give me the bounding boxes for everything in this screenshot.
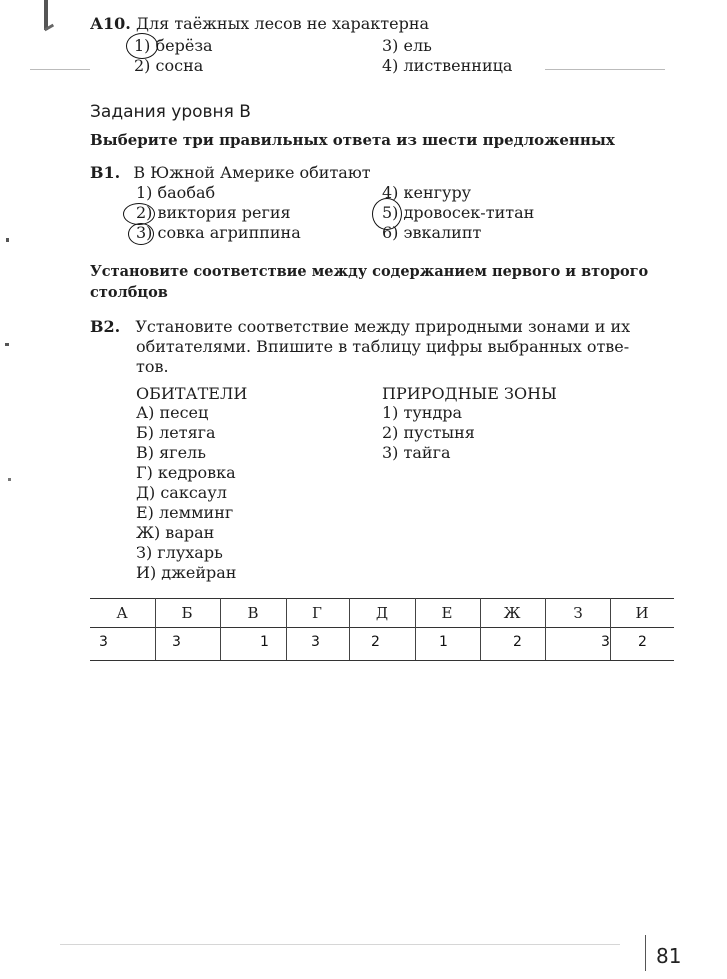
a10-answer-circle — [126, 33, 158, 59]
section-title: Задания уровня В — [90, 102, 251, 122]
match-instruction-line2: столбцов — [90, 284, 168, 301]
b1-option-4: 4) кенгуру — [382, 183, 472, 202]
a10-option-3: 3) ель — [382, 36, 432, 55]
b2-question-line1 — [90, 317, 630, 337]
inhabitant-i: И) джейран — [136, 563, 237, 582]
table-mid-border — [90, 627, 674, 628]
scan-dust-line — [545, 69, 665, 70]
answer-e: 1 — [439, 634, 448, 650]
table-header-v: В — [247, 604, 259, 622]
b2-number: В2. — [90, 317, 121, 336]
table-top-border — [90, 598, 674, 599]
answer-d: 2 — [371, 634, 380, 650]
table-header-z: З — [573, 604, 583, 622]
table-header-i: И — [635, 604, 649, 622]
table-header-g: Г — [312, 604, 322, 622]
inhabitant-d: Д) саксаул — [136, 483, 227, 502]
b1-answer-circle-3 — [128, 223, 154, 245]
b1-question — [90, 163, 371, 183]
a10-option-4: 4) лиственница — [382, 56, 513, 75]
a10-option-1: 1) берёза — [134, 36, 213, 55]
zone-2: 2) пустыня — [382, 423, 475, 442]
answer-z: 3 — [601, 634, 610, 650]
table-col-divider — [415, 598, 416, 660]
zone-1: 1) тундра — [382, 403, 463, 422]
b1-option-6: 6) эвкалипт — [382, 223, 482, 242]
table-col-divider — [349, 598, 350, 660]
b1-number: В1. — [90, 163, 121, 182]
a10-option-2: 2) сосна — [134, 56, 204, 75]
table-col-divider — [286, 598, 287, 660]
zones-title: ПРИРОДНЫЕ ЗОНЫ — [382, 384, 557, 403]
inhabitants-title: ОБИТАТЕЛИ — [136, 384, 248, 403]
table-header-d: Д — [375, 604, 389, 622]
answer-b: 3 — [172, 634, 181, 650]
table-col-divider — [480, 598, 481, 660]
b1-answer-circle-5 — [372, 198, 402, 230]
b1-option-2: 2) виктория регия — [136, 203, 291, 222]
b1-option-1: 1) баобаб — [136, 183, 216, 202]
table-col-divider — [610, 598, 611, 660]
scan-artifact-mark — [8, 478, 11, 481]
scan-artifact-mark — [5, 343, 9, 346]
b1-option-3: 3) совка агриппина — [136, 223, 301, 242]
scan-dust-line — [30, 69, 90, 70]
b2-line1-text: Установите соответствие между природными зонами и их — [135, 317, 631, 336]
a10-question-text: Для таёжных лесов не характерна — [135, 14, 430, 33]
inhabitant-e: Е) лемминг — [136, 503, 234, 522]
b1-answer-circle-2 — [123, 203, 155, 225]
zone-3: 3) тайга — [382, 443, 451, 462]
inhabitant-z: З) глухарь — [136, 543, 223, 562]
table-header-zh: Ж — [503, 604, 521, 622]
match-instruction-line1: Установите соответствие между содержанием первого и второго — [90, 263, 649, 280]
a10-number: А10. — [90, 14, 131, 33]
answer-zh: 2 — [513, 634, 522, 650]
table-header-b: Б — [181, 604, 193, 622]
scan-artifact-mark — [6, 238, 9, 242]
answer-g: 3 — [311, 634, 320, 650]
b2-question-line3: тов. — [136, 357, 169, 376]
b1-question-text: В Южной Америке обитают — [133, 163, 371, 182]
inhabitant-g: Г) кедровка — [136, 463, 236, 482]
inhabitant-b: Б) летяга — [136, 423, 216, 442]
table-bottom-border — [90, 660, 674, 661]
inhabitant-zh: Ж) варан — [136, 523, 215, 542]
table-col-divider — [545, 598, 546, 660]
a10-question — [90, 14, 429, 34]
page-number-rule — [645, 935, 646, 971]
answer-v: 1 — [260, 634, 269, 650]
table-col-divider — [220, 598, 221, 660]
inhabitant-v: В) ягель — [136, 443, 206, 462]
page-number: 81 — [656, 944, 682, 968]
answer-i: 2 — [638, 634, 647, 650]
inhabitant-a: А) песец — [136, 403, 209, 422]
section-instruction: Выберите три правильных ответа из шести предложенных — [90, 131, 615, 149]
b1-option-5: 5) дровосек-титан — [382, 203, 535, 222]
table-header-a: А — [116, 604, 128, 622]
b2-question-line2: обитателями. Впишите в таблицу цифры выбранных отве- — [136, 337, 630, 356]
scan-dust-line — [60, 944, 620, 945]
table-col-divider — [155, 598, 156, 660]
table-header-e: Е — [441, 604, 453, 622]
answer-a: 3 — [99, 634, 108, 650]
